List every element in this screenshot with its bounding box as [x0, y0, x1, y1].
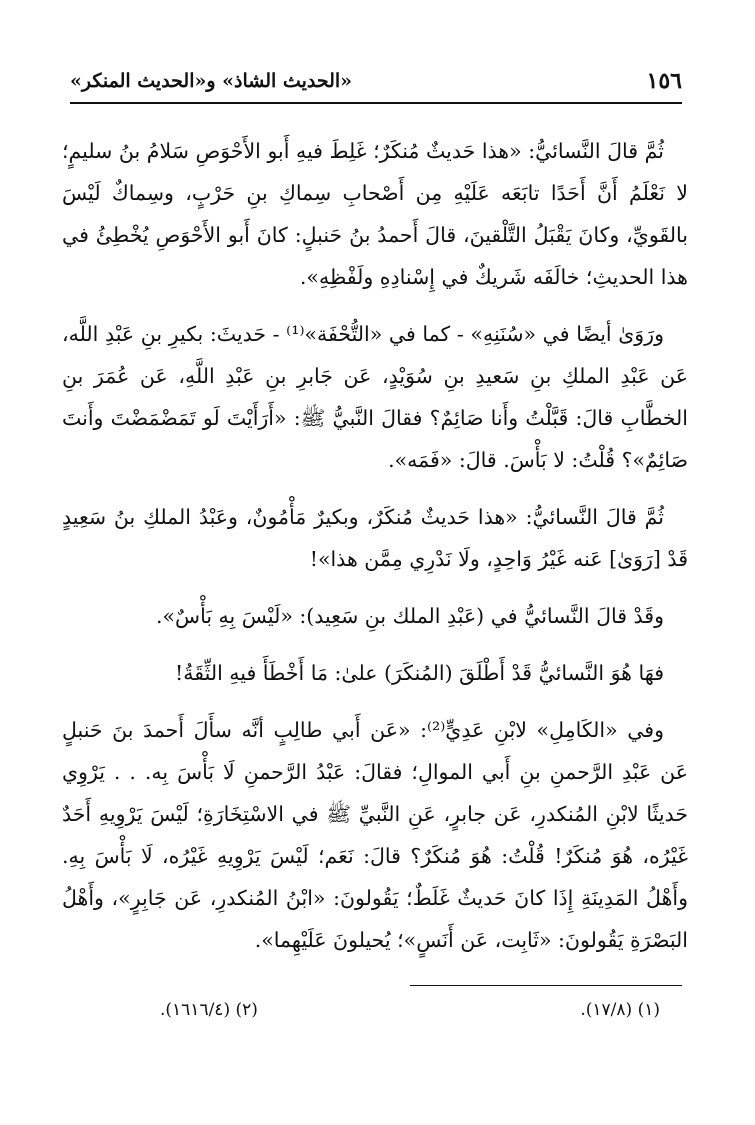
paragraph-nasai-munkar: ثُمَّ قالَ النَّسائيُّ: «هذا حَديثٌ مُنكَرٌ، وبكيرٌ مَأْمُونٌ، وعَبْدُ الملكِ بنُ سَعِيدٍ قَدْ [رَوَىٰ] عَنه غَيْرُ وَاحِدٍ، ولَا نَدْرِي مِمَّن هذا»!: [62, 505, 688, 571]
footnote-2: (٢) (١٦١٦/٤).: [160, 1000, 258, 1020]
page-header: [70, 64, 682, 98]
body-text: [62, 130, 688, 976]
paragraph-kamil: وفي «الكَامِلِ» لابْنِ عَدِيٍّ⁽²⁾: «عَن أَبي طالِبٍ أنَّه سأَلَ أَحمدَ بنَ حَنبلٍ عَن عَبْدِ الرَّحمنِ بنِ أَبي الموالِ؛ فقالَ: عَبْدُ الرَّحمنِ لَا بَأْسَ بِه. . . يَرْوِي حَديثًا لابْنِ المُنكدرِ، عَن جابرٍ، عَنِ النَّبيِّ ﷺ في الاسْتِخَارَةِ؛ لَيْسَ يَرْوِيهِ أَحَدٌ غَيْرُه، هُوَ مُنكَرٌ! قُلْتُ: هُوَ مُنكَرٌ؟ قالَ: نَعَم؛ لَيْسَ يَرْوِيهِ غَيْرُه، لَا بَأْسَ بِهِ. وأَهْلُ المَدِينَةِ إِذَا كانَ حَديثٌ غَلَطٌ؛ يَقُولونَ: «ابْنُ المُنكدرِ، عَن جَابِرٍ»، وأَهْلُ البَصْرَةِ يَقُولونَ: «ثَابِت، عَن أَنَسٍ»؛ يُحيلونَ عَلَيْهِما».: [62, 718, 688, 952]
footnotes: [160, 1000, 660, 1020]
paragraph-conclusion: فهَا هُوَ النَّسائيُّ قَدْ أَطْلَقَ (المُنكَرَ) علىٰ: مَا أَخْطَأَ فيهِ الثِّقَةُ!: [175, 661, 664, 685]
paragraph-abdulmalik: وقَدْ قالَ النَّسائيُّ في (عَبْدِ الملك بنِ سَعِيد): «لَيْسَ بِهِ بَأْسٌ».: [155, 604, 664, 628]
running-title: «الحديث الشاذ» و«الحديث المنكر»: [70, 70, 353, 92]
header-divider: [70, 102, 682, 104]
page-number: ١٥٦: [646, 68, 682, 94]
paragraph-sunan-hadith: ورَوَىٰ أيضًا في «سُنَنِهِ» - كما في «التُّحْفَة»⁽¹⁾ - حَديثَ: بكيرِ بنِ عَبْدِ اللَّه، عَن عَبْدِ الملكِ بنِ سَعيدِ بنِ سُوَيْدٍ، عَن جَابرِ بنِ عَبْدِ اللَّهِ، عَن عُمَرَ بنِ الخطَّابِ قالَ: قَبَّلْتُ وأَنا صَائِمٌ؟ فقالَ النَّبيُّ ﷺ: «أَرَأَيْتَ لَو تَمَضْمَضْتَ وأَنتَ صَائِمٌ»؟ قُلْتُ: لا بَأْسَ. قالَ: «فَمَه».: [62, 322, 688, 472]
paragraph-nasai-comment: ثُمَّ قالَ النَّسائيُّ: «هذا حَديثٌ مُنكَرٌ؛ غَلِطَ فيهِ أَبو الأَحْوَصِ سَلامُ بنُ سليمٍ؛ لا نَعْلَمُ أَنَّ أَحَدًا تابَعَه عَلَيْهِ مِن أَصْحابِ سِماكِ بنِ حَرْبٍ، وسِماكٌ لَيْسَ بالقَويِّ، وكانَ يَقْبَلُ التَّلْقينَ، قالَ أَحمدُ بنُ حَنبلٍ: كانَ أَبو الأَحْوَصِ يُخْطِئُ في هذا الحديثِ؛ خالَفَه شَريكٌ في إِسْنادِهِ ولَفْظِهِ».: [62, 139, 688, 289]
footnote-divider: [410, 985, 682, 986]
footnote-1: (١) (١٧/٨).: [580, 1000, 660, 1020]
